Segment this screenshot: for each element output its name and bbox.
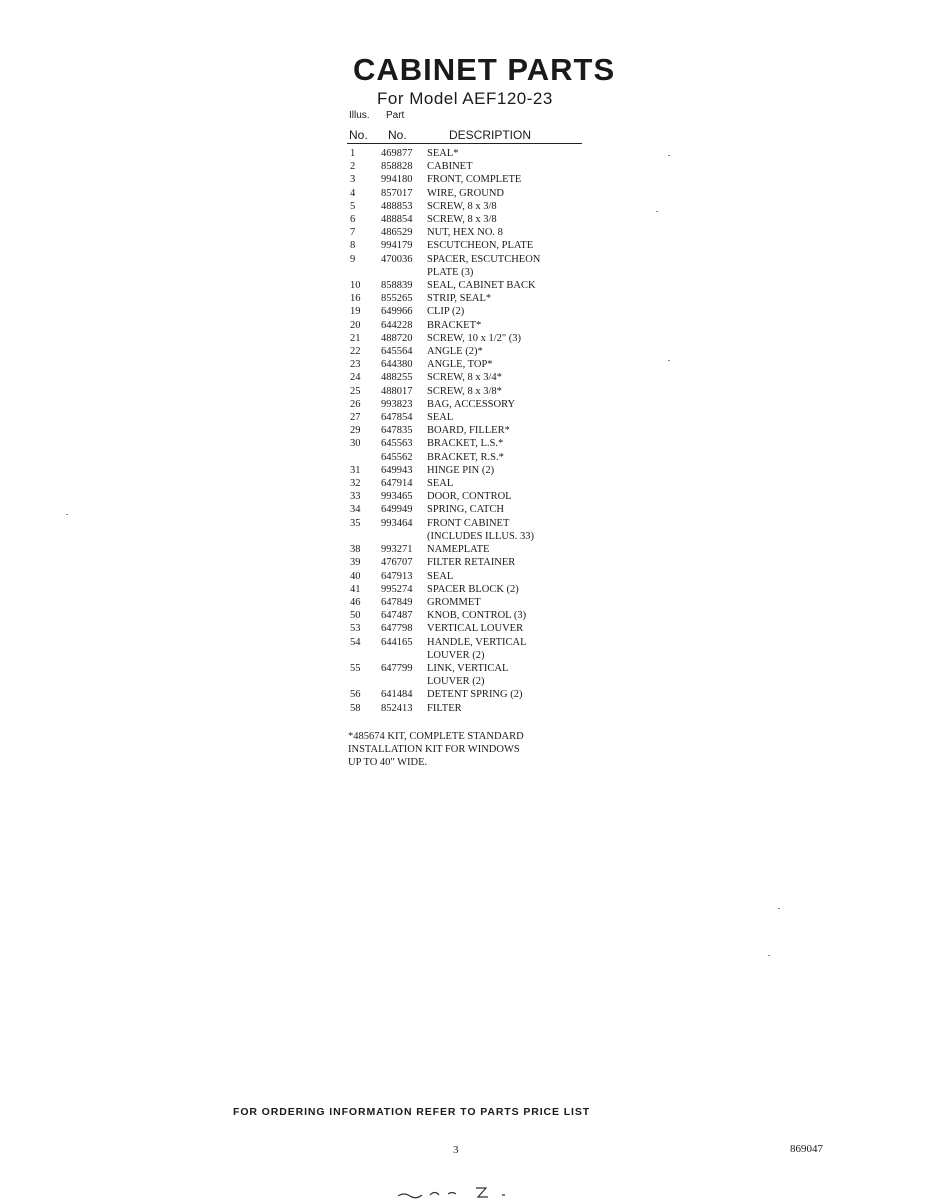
part-description: SPACER, ESCUTCHEON [427,253,541,265]
column-header-part-no: No. [388,128,407,142]
parts-row [347,424,587,437]
illus-number: 29 [350,425,361,437]
parts-row [347,451,587,464]
part-number: 993464 [381,517,413,529]
page-title: CABINET PARTS [353,52,616,87]
document-number: 869047 [790,1143,823,1155]
part-description: SCREW, 8 x 3/4* [427,372,502,384]
part-number: 649966 [381,306,413,318]
part-description: LOUVER (2) [427,649,485,661]
part-description: FRONT, COMPLETE [427,174,522,186]
illus-number: 2 [350,161,356,173]
illus-number: 39 [350,557,361,569]
part-description: VERTICAL LOUVER [427,623,524,635]
part-number: 645564 [381,346,413,358]
part-description: SCREW, 8 x 3/8 [427,200,497,212]
illus-number: 3 [350,174,356,186]
part-description: SPRING, CATCH [427,504,505,516]
illus-number [347,266,381,279]
parts-row [347,292,587,305]
parts-row [347,556,587,569]
part-description: SCREW, 10 x 1/2" (3) [427,332,522,344]
illus-number: 25 [350,385,361,397]
illus-number: 10 [350,280,361,292]
part-description: (INCLUDES ILLUS. 33) [427,530,535,542]
part-number: 647849 [381,596,413,608]
illus-number: 38 [350,544,361,556]
parts-row [347,253,587,266]
parts-row [347,226,587,239]
part-description: NUT, HEX NO. 8 [427,227,503,239]
illus-number: 22 [350,346,361,358]
part-description: ESCUTCHEON, PLATE [427,240,534,252]
parts-row [347,464,587,477]
part-description: GROMMET [427,596,481,608]
parts-row [347,173,587,186]
column-header-illus-top: Illus. [349,110,370,121]
illus-number: 27 [350,412,361,424]
part-description: BRACKET* [427,319,482,331]
part-number: 649949 [381,504,413,516]
scan-speck [668,155,670,156]
part-number: 994179 [381,240,413,252]
parts-row [347,649,587,662]
part-description: BRACKET, L.S.* [427,438,504,450]
part-number: 858828 [381,161,413,173]
footnote-line: INSTALLATION KIT FOR WINDOWS [348,744,520,755]
parts-row [347,609,587,622]
footnote-line: *485674 KIT, COMPLETE STANDARD [348,731,524,742]
part-description: NAMEPLATE [427,544,490,556]
parts-row [347,688,587,701]
part-number: 486529 [381,227,413,239]
part-number: 993823 [381,398,413,410]
illus-number: 41 [350,583,361,595]
part-number: 855265 [381,293,413,305]
illus-number [347,530,381,543]
parts-row [347,147,587,160]
illus-number: 6 [350,214,356,226]
part-number: 488853 [381,200,413,212]
illus-number: 21 [350,332,361,344]
part-number: 857017 [381,187,413,199]
part-number: 993271 [381,544,413,556]
parts-row [347,636,587,649]
part-number: 644380 [381,359,413,371]
parts-row [347,530,587,543]
part-description: FRONT CABINET [427,517,510,529]
part-number: 647798 [381,623,413,635]
column-header-description: DESCRIPTION [449,128,532,142]
part-number: 647914 [381,478,413,490]
parts-row [347,266,587,279]
illus-number: 40 [350,570,361,582]
parts-row [347,213,587,226]
illus-number: 1 [350,148,356,159]
illus-number: 32 [350,478,361,490]
part-description: STRIP, SEAL* [427,293,492,305]
illus-number: 56 [350,689,361,701]
parts-row [347,437,587,450]
illus-number: 30 [350,438,361,450]
parts-row [347,517,587,530]
parts-row [347,702,587,715]
part-number: 645563 [381,438,413,450]
scan-speck [66,514,68,515]
part-description: SEAL [427,412,454,424]
parts-row [347,477,587,490]
part-description: SEAL [427,478,454,490]
illus-number: 34 [350,504,361,516]
parts-row [347,187,587,200]
parts-row [347,332,587,345]
parts-row [347,675,587,688]
part-number: 476707 [381,557,413,569]
model-subtitle: For Model AEF120-23 [377,89,553,108]
part-number [381,675,427,688]
part-description: DETENT SPRING (2) [427,689,523,701]
part-number [381,530,427,543]
scan-speck [778,908,780,909]
illus-number: 55 [350,662,361,674]
part-number: 488255 [381,372,413,384]
column-header-part-top: Part [386,110,405,121]
part-number: 649943 [381,464,413,476]
illus-number: 24 [350,372,361,384]
part-description: SEAL [427,570,454,582]
part-number: 858839 [381,280,413,292]
part-description: SEAL, CABINET BACK [427,280,536,292]
parts-row [347,358,587,371]
part-description: SCREW, 8 x 3/8 [427,214,497,226]
parts-row [347,279,587,292]
parts-row [347,543,587,556]
part-number: 995274 [381,583,413,595]
part-description: KNOB, CONTROL (3) [427,610,527,622]
part-number [381,266,427,279]
part-description: FILTER [427,702,462,714]
scan-speck [656,211,658,212]
parts-row [347,239,587,252]
footnote-line: UP TO 40" WIDE. [348,757,428,768]
footnote [348,730,588,769]
part-number: 470036 [381,253,413,265]
column-header-illus-no: No. [349,128,368,142]
part-description: HANDLE, VERTICAL [427,636,527,648]
illus-number: 9 [350,253,356,265]
parts-row [347,570,587,583]
part-description: CABINET [427,161,473,173]
illus-number [347,451,381,464]
illus-number: 8 [350,240,356,252]
part-description: LINK, VERTICAL [427,662,509,674]
part-number: 993465 [381,491,413,503]
parts-row [347,385,587,398]
part-number: 647835 [381,425,413,437]
illus-number: 16 [350,293,361,305]
parts-row [347,503,587,516]
illus-number: 5 [350,200,356,212]
part-description: ANGLE, TOP* [427,359,493,371]
scan-speck [768,955,770,956]
part-description: PLATE (3) [427,266,474,278]
part-description: HINGE PIN (2) [427,464,495,476]
part-number: 488017 [381,385,413,397]
illus-number [347,649,381,662]
part-number: 852413 [381,702,413,714]
ordering-note: FOR ORDERING INFORMATION REFER TO PARTS PRICE LIST [233,1106,591,1118]
part-description: LOUVER (2) [427,676,485,688]
illus-number: 50 [350,610,361,622]
part-description: ANGLE (2)* [427,346,483,358]
part-description: SPACER BLOCK (2) [427,583,519,595]
part-description: FILTER RETAINER [427,557,516,569]
part-description: CLIP (2) [427,306,465,318]
parts-row [347,490,587,503]
part-number: 645562 [381,451,413,463]
part-description: WIRE, GROUND [427,187,504,199]
illus-number: 33 [350,491,361,503]
part-number: 647487 [381,610,413,622]
illus-number: 26 [350,398,361,410]
illus-number: 54 [350,636,361,648]
part-number: 994180 [381,174,413,186]
illus-number: 46 [350,596,361,608]
handwritten-mark [390,1182,520,1200]
part-description: SCREW, 8 x 3/8* [427,385,502,397]
part-number: 644165 [381,636,413,648]
parts-row [347,622,587,635]
illus-number: 4 [350,187,356,199]
parts-row [347,345,587,358]
illus-number: 23 [350,359,361,371]
parts-row [347,305,587,318]
part-description: BAG, ACCESSORY [427,398,516,410]
illus-number: 20 [350,319,361,331]
scan-speck [668,360,670,361]
parts-row [347,662,587,675]
part-description: BRACKET, R.S.* [427,451,504,463]
part-number: 647913 [381,570,413,582]
illus-number: 7 [350,227,356,239]
illus-number: 53 [350,623,361,635]
parts-row [347,411,587,424]
part-number: 641484 [381,689,413,701]
parts-list [347,147,587,715]
parts-row [347,596,587,609]
part-number: 469877 [381,148,413,159]
illus-number: 19 [350,306,361,318]
header-rule [347,143,582,144]
part-number: 644228 [381,319,413,331]
parts-row [347,583,587,596]
part-number: 488720 [381,332,413,344]
part-number: 488854 [381,214,413,226]
part-description: SEAL* [427,148,459,159]
part-number [381,649,427,662]
parts-row [347,398,587,411]
parts-row [347,200,587,213]
illus-number: 31 [350,464,361,476]
part-number: 647854 [381,412,413,424]
parts-row [347,160,587,173]
illus-number: 58 [350,702,361,714]
illus-number [347,675,381,688]
parts-row [347,319,587,332]
part-description: DOOR, CONTROL [427,491,512,503]
illus-number: 35 [350,517,361,529]
page-number: 3 [453,1144,459,1156]
parts-row [347,371,587,384]
part-number: 647799 [381,662,413,674]
part-description: BOARD, FILLER* [427,425,510,437]
